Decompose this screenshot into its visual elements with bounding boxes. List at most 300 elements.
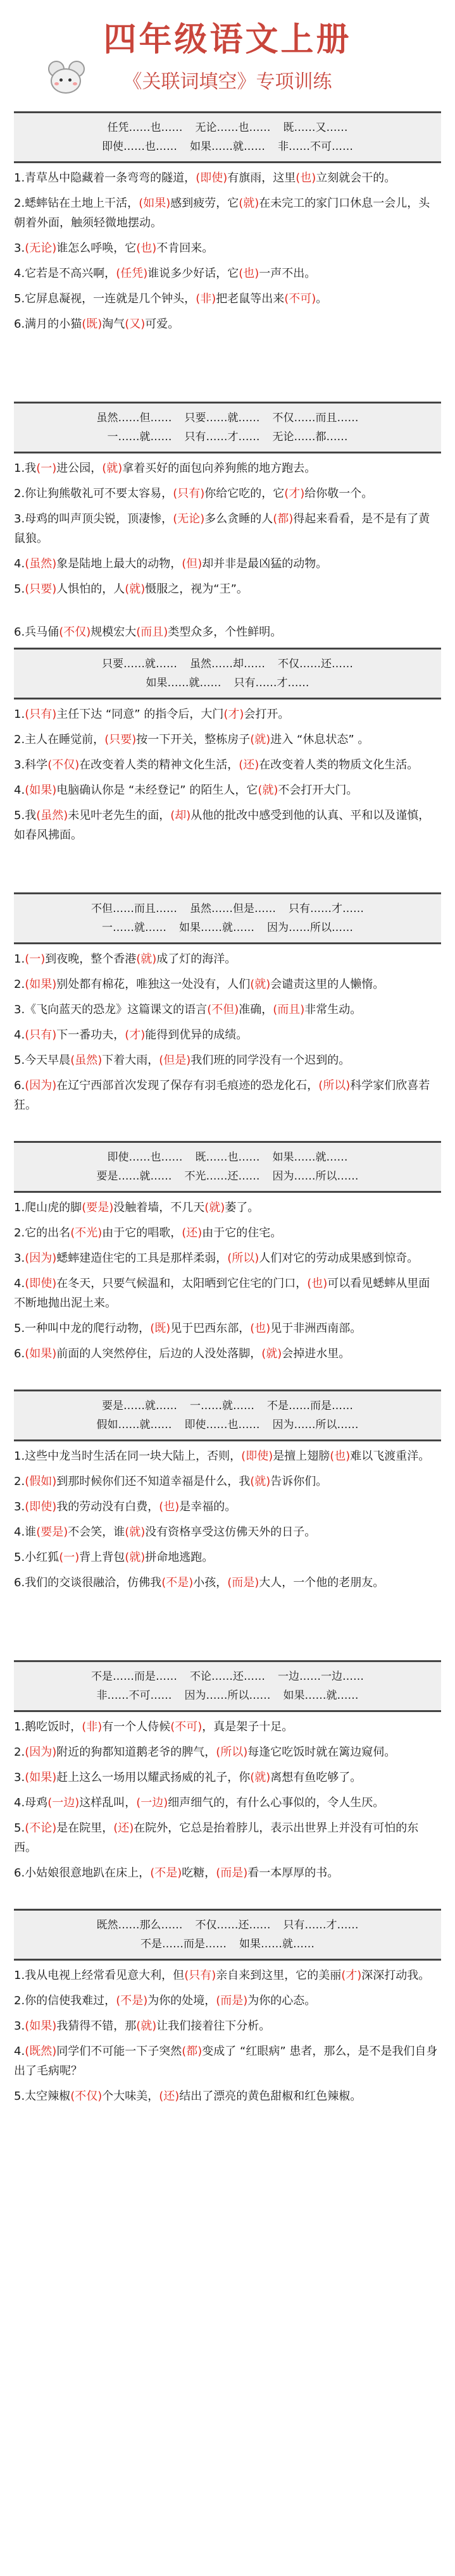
conjunction-pair: 即使……也…… xyxy=(107,1151,183,1164)
answer-blank: (一) xyxy=(25,952,46,966)
sentence-text: 拼命地逃跑。 xyxy=(145,1551,214,1564)
conjunction-word-box xyxy=(14,111,441,163)
word-row xyxy=(20,918,435,937)
sentence-text: 得起来看看，是不是有了黄鼠狼。 xyxy=(14,512,430,545)
question-item xyxy=(14,1863,441,1883)
sentence-text: 不会笑，谁 xyxy=(68,1525,125,1539)
answer-blank: (不是) xyxy=(161,1576,194,1589)
question-item xyxy=(14,705,441,724)
question-item xyxy=(14,1051,441,1070)
answer-blank: (也) xyxy=(136,242,157,255)
question-item xyxy=(14,1223,441,1243)
question-item xyxy=(14,1793,441,1813)
question-item xyxy=(14,1966,441,1985)
sentence-text: 4.母鸡 xyxy=(14,1796,48,1809)
answer-blank: (虽然) xyxy=(25,557,57,570)
sentence-text: 从他的批改中感受到他的认真、平和以及谨慎，如春风拂面。 xyxy=(14,809,430,842)
question-item xyxy=(14,755,441,775)
sentence-text: 3. xyxy=(14,1771,25,1784)
answer-blank: (因为) xyxy=(25,1746,57,1759)
answer-blank: (任凭) xyxy=(116,267,148,280)
question-item xyxy=(14,168,441,188)
answer-blank: (而且) xyxy=(136,626,168,639)
answer-blank: (都) xyxy=(182,2045,203,2058)
sentence-text: 人惧怕的，人 xyxy=(56,582,125,596)
question-item xyxy=(14,780,441,800)
answer-blank: (就) xyxy=(239,197,259,210)
sentence-text: 告诉你们。 xyxy=(270,1475,328,1488)
question-item xyxy=(14,2086,441,2106)
answer-blank: (而是) xyxy=(227,1576,259,1589)
answer-blank: (而是) xyxy=(216,1866,248,1880)
answer-blank: (而且) xyxy=(273,1003,305,1016)
sentence-text: 给你敬一个。 xyxy=(304,487,373,500)
sentence-text: 3.《飞向蓝天的恐龙》这篇课文的语言 xyxy=(14,1003,208,1016)
word-row xyxy=(20,137,435,156)
conjunction-pair: 如果……就…… xyxy=(283,1689,359,1702)
answer-blank: (也) xyxy=(250,1322,271,1335)
conjunction-pair: 如果……就…… xyxy=(146,677,221,689)
question-item xyxy=(14,1717,441,1737)
sentence-text: 在辽宁西部首次发现了保存有羽毛痕迹的恐龙化石， xyxy=(56,1079,319,1092)
sentence-text: 4. xyxy=(14,1028,25,1042)
sentence-text: 人们对它的劳动成果感到惊奇。 xyxy=(259,1252,419,1265)
answer-blank: (一边) xyxy=(136,1796,168,1809)
sentence-text: 附近的狗都知道鹅老爷的脾气， xyxy=(56,1746,216,1759)
conjunction-pair: 要是……就…… xyxy=(102,1400,177,1412)
sentence-text: 细声细气的，有什么心事似的，令人生厌。 xyxy=(168,1796,385,1809)
sentence-text: 会掉进水里。 xyxy=(282,1347,351,1360)
sentence-text: 会打开。 xyxy=(244,708,290,721)
sentence-text: 萎了。 xyxy=(225,1201,259,1214)
answer-blank: (如果) xyxy=(25,784,57,797)
page-subtitle: 《关联词填空》专项训练 xyxy=(123,71,332,93)
conjunction-pair: 不仅……而且…… xyxy=(272,412,359,424)
sentence-text: 每逢它吃饭时就在篱边窥伺。 xyxy=(247,1746,396,1759)
word-row xyxy=(20,1935,435,1954)
word-row xyxy=(20,655,435,674)
word-row xyxy=(20,1686,435,1705)
answer-blank: (就) xyxy=(125,1525,146,1539)
conjunction-pair: 非……不可…… xyxy=(278,140,353,153)
question-item xyxy=(14,622,441,642)
conjunction-pair: 因为……所以…… xyxy=(267,921,353,934)
sentence-text: 成了灯的海洋。 xyxy=(156,952,237,966)
sentence-text: 背上背包 xyxy=(79,1551,125,1564)
sentence-text: 这样乱叫， xyxy=(79,1796,137,1809)
conjunction-pair: 只要……就…… xyxy=(184,412,260,424)
conjunction-word-box xyxy=(14,1909,441,1961)
answer-blank: (就) xyxy=(102,462,123,475)
sentence-text: 4. xyxy=(14,784,25,797)
sentence-text: 不会打开大门。 xyxy=(278,784,358,797)
answer-blank: (如果) xyxy=(25,2019,57,2033)
conjunction-pair: 只有……才…… xyxy=(283,1919,359,1932)
question-item xyxy=(14,264,441,283)
answer-blank: (也) xyxy=(159,1500,180,1513)
answer-blank: (都) xyxy=(273,512,294,526)
answer-blank: (所以) xyxy=(227,1252,259,1265)
question-item xyxy=(14,289,441,309)
sentence-text: 蟋蟀建造住宅的工具是那样柔弱， xyxy=(56,1252,228,1265)
question-item xyxy=(14,1991,441,2011)
sentence-text: 有旗雨，这里 xyxy=(227,171,296,185)
answer-blank: (就) xyxy=(250,1771,271,1784)
question-item xyxy=(14,1274,441,1313)
sentence-text: 未见叶老先生的面， xyxy=(68,809,171,822)
sentence-text: 6.满月的小猫 xyxy=(14,317,82,331)
sentence-text: 看一本厚厚的书。 xyxy=(247,1866,339,1880)
question-item xyxy=(14,509,441,548)
answer-blank: (要是) xyxy=(82,1201,114,1214)
question-item xyxy=(14,1548,441,1567)
sentence-text: 2. xyxy=(14,1746,25,1759)
conjunction-pair: 只有……才…… xyxy=(289,903,364,915)
answer-blank: (就) xyxy=(136,2019,157,2033)
conjunction-word-box xyxy=(14,1390,441,1441)
answer-blank: (如果) xyxy=(25,978,57,991)
sentence-text: 6.我们的交谈很融洽，仿佛我 xyxy=(14,1576,162,1589)
answer-blank: (只要) xyxy=(104,733,137,746)
sentence-text: 吃糖， xyxy=(182,1866,216,1880)
sentence-text: 变成了 “红眼病” 患者，那么，是不是我们自身出了毛病呢？ xyxy=(14,2045,438,2078)
answer-blank: (不论) xyxy=(25,1821,57,1835)
word-row xyxy=(20,1667,435,1686)
sentence-text: 2.蟋蟀钻在土地上干活， xyxy=(14,197,139,210)
sentence-text: 为你的心态。 xyxy=(247,1994,316,2007)
sentence-text: 立刻就会干的。 xyxy=(316,171,396,185)
answer-blank: (才) xyxy=(125,1028,146,1042)
answer-blank: (即使) xyxy=(25,1500,57,1513)
sentence-text: 在改变着人类的精神文化生活， xyxy=(79,758,239,772)
answer-blank: (因为) xyxy=(25,1079,57,1092)
sentence-text: 6.小姑娘很意地趴在床上， xyxy=(14,1866,151,1880)
answer-blank: (不可) xyxy=(284,292,316,305)
question-item xyxy=(14,2016,441,2036)
question-item xyxy=(14,730,441,749)
sentence-text: 让我们接着往下分析。 xyxy=(156,2019,271,2033)
answer-blank: (还) xyxy=(239,758,259,772)
conjunction-pair: 如果……就…… xyxy=(190,140,265,153)
answer-blank: (不可) xyxy=(170,1720,203,1734)
sentence-text: 1.爬山虎的脚 xyxy=(14,1201,82,1214)
answer-blank: (要是) xyxy=(36,1525,68,1539)
answer-blank: (还) xyxy=(182,1226,203,1240)
sentence-text: 我猜得不错，那 xyxy=(56,2019,137,2033)
sentence-text: 5.小红狐 xyxy=(14,1551,59,1564)
sentence-text: 是在院里， xyxy=(56,1821,114,1835)
answer-blank: (所以) xyxy=(318,1079,351,1092)
conjunction-pair: 任凭……也…… xyxy=(107,121,183,134)
question-item xyxy=(14,238,441,258)
conjunction-pair: 一边……一边…… xyxy=(278,1670,364,1683)
exercise-sections xyxy=(14,111,441,2106)
sentence-text: 4. xyxy=(14,1277,25,1290)
sentence-text: 赶上这么一场用以耀武扬威的礼子，你 xyxy=(56,1771,251,1784)
sentence-text: 是擅上翅膀 xyxy=(273,1450,330,1463)
answer-blank: (就) xyxy=(125,1551,146,1564)
answer-blank: (不仅) xyxy=(47,758,80,772)
sentence-text: 前面的人突然停住，后边的人没处落脚， xyxy=(56,1347,262,1360)
sentence-text: 结出了漂亮的黄色甜椒和红色辣椒。 xyxy=(179,2090,362,2103)
sentence-text: 电脑确认你是 “未经登记” 的陌生人，它 xyxy=(56,784,258,797)
conjunction-pair: 不是……而是…… xyxy=(140,1938,227,1950)
answer-blank: (才) xyxy=(223,708,244,721)
sentence-text: 6. xyxy=(14,1347,25,1360)
answer-blank: (也) xyxy=(307,1277,328,1290)
conjunction-pair: 一……就…… xyxy=(102,921,166,934)
sentence-text: 是幸福的。 xyxy=(179,1500,237,1513)
question-item xyxy=(14,806,441,845)
question-item xyxy=(14,949,441,969)
answer-blank: (就) xyxy=(250,733,271,746)
conjunction-pair: 即使……也…… xyxy=(102,140,177,153)
question-item xyxy=(14,1344,441,1364)
answer-blank: (也) xyxy=(330,1450,351,1463)
sentence-text: 3.母鸡的叫声顶尖锐，顶凄惨， xyxy=(14,512,173,526)
sentence-text: 你给它吃的，它 xyxy=(204,487,285,500)
answer-blank: (假如) xyxy=(25,1475,57,1488)
answer-blank: (只有) xyxy=(25,708,57,721)
sentence-text: 5.我 xyxy=(14,809,37,822)
sentence-text: 慑服之，视为“王”。 xyxy=(145,582,248,596)
answer-blank: (而是) xyxy=(216,1994,248,2007)
sentence-text: 主任下达 “同意” 的指令后，大门 xyxy=(56,708,224,721)
question-item xyxy=(14,1000,441,1020)
sentence-text: 2. xyxy=(14,978,25,991)
question-item xyxy=(14,314,441,334)
sentence-text: 下一番功夫， xyxy=(56,1028,125,1042)
answer-blank: (就) xyxy=(136,952,157,966)
answer-blank: (不仅) xyxy=(70,2090,103,2103)
sentence-text: 谁怎么呼唤，它 xyxy=(56,242,137,255)
question-item xyxy=(14,1076,441,1115)
sentence-text: 5. xyxy=(14,1821,25,1835)
answer-blank: (不仅) xyxy=(59,626,91,639)
sentence-text: 拿着买好的面包向养狗熊的地方跑去。 xyxy=(122,462,316,475)
sentence-text: 1.我从电视上经常看见意大利，但 xyxy=(14,1969,185,1982)
answer-blank: (非) xyxy=(82,1720,103,1734)
answer-blank: (却) xyxy=(170,809,191,822)
sentence-text: 4. xyxy=(14,557,25,570)
sentence-text: 5.太空辣椒 xyxy=(14,2090,71,2103)
conjunction-pair: 要是……就…… xyxy=(96,1170,172,1183)
sentence-text: 见于非洲西南部。 xyxy=(270,1322,362,1335)
answer-blank: (即使) xyxy=(241,1450,273,1463)
answer-blank: (就) xyxy=(261,1347,282,1360)
sentence-text: 类型众多，个性鲜明。 xyxy=(168,626,282,639)
answer-blank: (不但) xyxy=(207,1003,239,1016)
conjunction-pair: 假如……就…… xyxy=(96,1419,172,1431)
answer-blank: (又) xyxy=(125,317,146,331)
answer-blank: (不是) xyxy=(116,1994,148,2007)
sentence-text: 多么贪睡的人 xyxy=(204,512,273,526)
sentence-text: 4. xyxy=(14,2045,25,2058)
sentence-text: 由于它的唱歌， xyxy=(102,1226,182,1240)
question-item xyxy=(14,1198,441,1217)
sentence-text: 2.主人在睡觉前， xyxy=(14,733,105,746)
question-item xyxy=(14,975,441,994)
sentence-text: 到夜晚，整个香港 xyxy=(45,952,137,966)
sentence-text: 亲自来到这里，它的美丽 xyxy=(216,1969,342,1982)
conjunction-word-box xyxy=(14,402,441,453)
sentence-text: 在院外，它总是抬着脖儿，表示出世界上并没有可怕的东西。 xyxy=(14,1821,419,1854)
sentence-text: 由于它的住宅。 xyxy=(202,1226,282,1240)
question-item xyxy=(14,1446,441,1466)
question-item xyxy=(14,1319,441,1338)
sentence-text: 1.鹅吃饭时， xyxy=(14,1720,82,1734)
answer-blank: (无论) xyxy=(25,242,57,255)
answer-blank: (就) xyxy=(204,1201,225,1214)
word-row xyxy=(20,1148,435,1167)
sentence-text: 离想有鱼吃够了。 xyxy=(270,1771,362,1784)
question-item xyxy=(14,2042,441,2081)
sentence-text: ，真是架子十足。 xyxy=(202,1720,294,1734)
conjunction-pair: 不论……还…… xyxy=(190,1670,265,1683)
answer-blank: (还) xyxy=(159,2090,180,2103)
question-item xyxy=(14,1573,441,1593)
answer-blank: (但) xyxy=(182,557,203,570)
sentence-text: 1. xyxy=(14,952,25,966)
sentence-text: 2.你的信使我难过， xyxy=(14,1994,116,2007)
sentence-text: 4.谁 xyxy=(14,1525,37,1539)
sentence-text: 4.它若是不高兴啊， xyxy=(14,267,116,280)
question-item xyxy=(14,1472,441,1491)
conjunction-pair: 因为……所以…… xyxy=(272,1419,359,1431)
sentence-text: 3. xyxy=(14,242,25,255)
word-row xyxy=(20,118,435,137)
conjunction-pair: 既然……那么…… xyxy=(96,1919,183,1932)
answer-blank: (无论) xyxy=(173,512,205,526)
answer-blank: (只有) xyxy=(184,1969,216,1982)
sentence-text: 可爱。 xyxy=(145,317,180,331)
sentence-text: 5.今天早晨 xyxy=(14,1054,71,1067)
answer-blank: (一) xyxy=(59,1551,80,1564)
sentence-text: 淘气 xyxy=(102,317,125,331)
question-item xyxy=(14,1818,441,1858)
conjunction-pair: 因为……所以…… xyxy=(184,1689,271,1702)
sentence-text: 。 xyxy=(316,292,328,305)
answer-blank: (虽然) xyxy=(36,809,68,822)
conjunction-word-box xyxy=(14,1660,441,1712)
answer-blank: (只有) xyxy=(25,1028,57,1042)
sentence-text: 没有资格享受这仿佛天外的日子。 xyxy=(145,1525,316,1539)
word-row xyxy=(20,1415,435,1434)
sentence-text: 感到疲劳，它 xyxy=(170,197,239,210)
sentence-text: 1.我 xyxy=(14,462,37,475)
conjunction-pair: 非……不可…… xyxy=(96,1689,172,1702)
sentence-text: 2.它的出名 xyxy=(14,1226,71,1240)
conjunction-pair: 因为……所以…… xyxy=(272,1170,359,1183)
sentence-text: 在改变着人类的物质文化生活。 xyxy=(259,758,419,772)
answer-blank: (非) xyxy=(196,292,216,305)
sentence-text: 我们班的同学没有一个迟到的。 xyxy=(190,1054,351,1067)
word-row xyxy=(20,674,435,693)
sentence-text: 科学家们欣喜若狂。 xyxy=(14,1079,430,1112)
answer-blank: (只有) xyxy=(173,487,205,500)
answer-blank: (就) xyxy=(258,784,278,797)
sentence-text: 没触着墙，不几天 xyxy=(113,1201,205,1214)
answer-blank: (所以) xyxy=(216,1746,248,1759)
sentence-text: 非常生动。 xyxy=(304,1003,362,1016)
conjunction-pair: 不但……而且…… xyxy=(91,903,177,915)
sentence-text: 2.你让狗熊敬礼可不要太容易， xyxy=(14,487,173,500)
answer-blank: (如果) xyxy=(25,1771,57,1784)
sentence-text: 5.一种叫中龙的爬行动物， xyxy=(14,1322,151,1335)
sentence-text: 一声不出。 xyxy=(259,267,316,280)
sentence-text: 可以看见蟋蟀从里面不断地抛出泥土来。 xyxy=(14,1277,430,1310)
sentence-text: 进入 “休息状态” 。 xyxy=(270,733,370,746)
conjunction-word-box xyxy=(14,1141,441,1193)
conjunction-word-box xyxy=(14,648,441,699)
answer-blank: (就) xyxy=(250,1475,271,1488)
sentence-text: 谁说多少好话，它 xyxy=(147,267,239,280)
answer-blank: (如果) xyxy=(25,1347,57,1360)
conjunction-pair: 虽然……但…… xyxy=(96,412,172,424)
answer-blank: (也) xyxy=(296,171,316,185)
sentence-text: 1.这些中龙当时生活在同一块大陆上，否则， xyxy=(14,1450,242,1463)
conjunction-pair: 无论……也…… xyxy=(195,121,271,134)
sentence-text: 3. xyxy=(14,1252,25,1265)
conjunction-pair: 无论……都…… xyxy=(272,431,348,443)
sentence-text: 在未完工的家门口休息一会儿，头朝着外面，触须轻微地摆动。 xyxy=(14,197,430,230)
question-item xyxy=(14,554,441,574)
sentence-text: 我的劳动没有白费， xyxy=(56,1500,159,1513)
question-item xyxy=(14,1742,441,1762)
answer-blank: (如果) xyxy=(139,197,171,210)
conjunction-pair: 虽然……却…… xyxy=(190,658,265,670)
sentence-text: 按一下开关，整栋房子 xyxy=(136,733,251,746)
question-item xyxy=(14,1248,441,1268)
sentence-text: 2. xyxy=(14,1475,25,1488)
answer-blank: (也) xyxy=(239,267,259,280)
sentence-text: 象是陆地上最大的动物， xyxy=(56,557,182,570)
sentence-text: 难以飞渡重洋。 xyxy=(350,1450,430,1463)
answer-blank: (一) xyxy=(36,462,57,475)
answer-blank: (即使) xyxy=(25,1277,57,1290)
conjunction-pair: 虽然……但是…… xyxy=(190,903,276,915)
page-title: 四年级语文上册 xyxy=(103,20,352,59)
answer-blank: (只要) xyxy=(25,582,57,596)
question-item xyxy=(14,459,441,478)
conjunction-pair: 如果……就…… xyxy=(239,1938,315,1950)
sentence-text: 见于巴西东部， xyxy=(170,1322,251,1335)
sentence-text: 规模宏大 xyxy=(90,626,137,639)
conjunction-pair: 即使……也…… xyxy=(184,1419,260,1431)
conjunction-word-box xyxy=(14,892,441,944)
sentence-text: 有一个人侍候 xyxy=(102,1720,171,1734)
answer-blank: (既然) xyxy=(25,2045,57,2058)
question-item xyxy=(14,484,441,503)
conjunction-pair: 只要……就…… xyxy=(102,658,177,670)
conjunction-pair: 不是……而是…… xyxy=(267,1400,353,1412)
question-item xyxy=(14,1025,441,1045)
sentence-text: 下着大雨， xyxy=(102,1054,159,1067)
sentence-text: 5. xyxy=(14,582,25,596)
sentence-text: 3. xyxy=(14,1500,25,1513)
sentence-text: 个大味美， xyxy=(102,2090,159,2103)
conjunction-pair: 如果……就…… xyxy=(272,1151,348,1164)
question-item xyxy=(14,194,441,233)
answer-blank: (就) xyxy=(250,978,271,991)
answer-blank: (既) xyxy=(150,1322,171,1335)
conjunction-pair: 一……就…… xyxy=(190,1400,254,1412)
answer-blank: (才) xyxy=(341,1969,362,1982)
word-row xyxy=(20,409,435,428)
sentence-text: 却并非是最凶猛的动物。 xyxy=(202,557,328,570)
conjunction-pair: 不仅……还…… xyxy=(195,1919,271,1932)
word-row xyxy=(20,1396,435,1415)
